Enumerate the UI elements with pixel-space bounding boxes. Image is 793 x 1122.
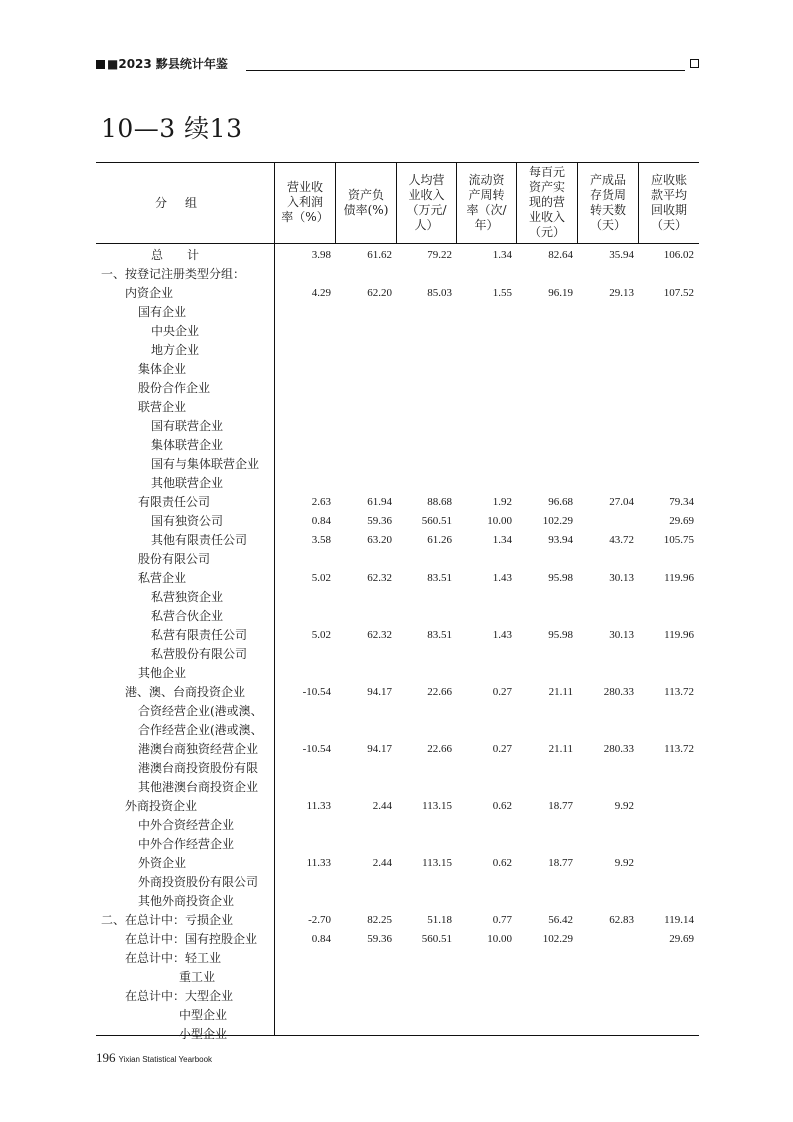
page-footer <box>96 1047 212 1066</box>
row-value: 82.64 <box>548 249 573 261</box>
row-value: 1.43 <box>492 629 512 641</box>
row-label: 私营独资企业 <box>151 590 224 604</box>
row-value: 21.11 <box>548 743 573 755</box>
row-value: 0.62 <box>492 800 512 812</box>
row-value: 560.51 <box>421 515 452 527</box>
table-row <box>96 341 699 360</box>
row-label: 私营有限责任公司 <box>151 628 248 642</box>
table-row <box>96 949 699 968</box>
row-value: 280.33 <box>603 686 634 698</box>
row-label: 国有独资公司 <box>151 514 224 528</box>
row-label: 外资企业 <box>138 856 187 870</box>
row-label: 有限责任公司 <box>138 495 211 509</box>
row-value: 280.33 <box>603 743 634 755</box>
header-square-icon <box>96 60 105 69</box>
table-row <box>96 550 699 569</box>
row-value: 82.25 <box>367 914 392 926</box>
row-label: 中型企业 <box>179 1008 228 1022</box>
table-row <box>96 436 699 455</box>
row-label: 集体企业 <box>138 362 187 376</box>
table-row <box>96 607 699 626</box>
row-value: 94.17 <box>367 743 392 755</box>
row-value: 59.36 <box>367 933 392 945</box>
row-value: 83.51 <box>427 629 452 641</box>
row-value: 96.19 <box>548 287 573 299</box>
table-row <box>96 360 699 379</box>
row-value: 5.02 <box>311 572 331 584</box>
row-value: 0.84 <box>311 933 331 945</box>
row-value: 29.13 <box>609 287 634 299</box>
row-label: 总 计 <box>151 248 200 262</box>
row-label: 其他外商投资企业 <box>138 894 235 908</box>
row-label: 小型企业 <box>179 1027 228 1041</box>
row-label: 外商投资股份有限公司 <box>138 875 259 889</box>
table-row <box>96 797 699 816</box>
header-debt-ratio: 资产负 债率(%) <box>343 187 389 217</box>
header-title: ■2023 黟县统计年鉴 <box>107 57 228 71</box>
table-row <box>96 873 699 892</box>
table-row <box>96 512 699 531</box>
row-value: 0.62 <box>492 857 512 869</box>
table-row <box>96 1025 699 1044</box>
row-value: 3.58 <box>311 534 331 546</box>
row-value: 2.63 <box>311 496 331 508</box>
row-value: 95.98 <box>548 572 573 584</box>
row-value: 95.98 <box>548 629 573 641</box>
table-row <box>96 303 699 322</box>
table-row <box>96 987 699 1006</box>
header-revenue-per-100-assets: 每百元 资产实 现的营 业收入 （元） <box>528 165 565 239</box>
row-label: 其他联营企业 <box>151 476 224 490</box>
row-value: 27.04 <box>609 496 634 508</box>
row-value: 29.69 <box>669 933 694 945</box>
row-label: 一、按登记注册类型分组： <box>101 267 246 281</box>
row-label: 国有与集体联营企业 <box>151 457 260 471</box>
table-row <box>96 930 699 949</box>
row-label: 地方企业 <box>151 343 200 357</box>
row-value: 1.43 <box>492 572 512 584</box>
row-value: 107.52 <box>663 287 694 299</box>
row-label: 在总计中：大型企业 <box>125 989 234 1003</box>
row-value: 560.51 <box>421 933 452 945</box>
table-row <box>96 284 699 303</box>
page-number: 196 <box>96 1050 116 1065</box>
row-value: 94.17 <box>367 686 392 698</box>
row-value: 113.72 <box>664 743 694 755</box>
row-label: 合作经营企业(港或澳、 <box>138 723 263 737</box>
row-value: 1.34 <box>492 249 512 261</box>
table-row <box>96 588 699 607</box>
row-label: 国有联营企业 <box>151 419 224 433</box>
row-value: 9.92 <box>614 857 634 869</box>
table-row <box>96 835 699 854</box>
table-row <box>96 968 699 987</box>
row-value: 119.96 <box>664 629 694 641</box>
row-value: 18.77 <box>548 857 573 869</box>
row-value: 0.27 <box>492 686 512 698</box>
header-box-icon <box>690 59 699 68</box>
row-value: 79.34 <box>669 496 694 508</box>
running-header <box>96 57 699 73</box>
table-header-rule <box>96 243 699 244</box>
row-value: -10.54 <box>302 743 331 755</box>
table-row <box>96 683 699 702</box>
row-value: 96.68 <box>548 496 573 508</box>
table-row <box>96 493 699 512</box>
row-value: 61.94 <box>367 496 392 508</box>
row-value: 4.29 <box>311 287 331 299</box>
table-row <box>96 645 699 664</box>
table-row <box>96 474 699 493</box>
row-value: 35.94 <box>609 249 634 261</box>
row-label: 私营股份有限公司 <box>151 647 248 661</box>
row-value: -10.54 <box>302 686 331 698</box>
row-value: 0.77 <box>492 914 512 926</box>
row-value: 63.20 <box>367 534 392 546</box>
row-label: 中外合资经营企业 <box>138 818 235 832</box>
row-value: 10.00 <box>487 515 512 527</box>
row-value: 61.62 <box>367 249 392 261</box>
row-value: 22.66 <box>427 686 452 698</box>
row-label: 内资企业 <box>125 286 174 300</box>
publication-name: Yixian Statistical Yearbook <box>118 1055 213 1064</box>
table-row <box>96 322 699 341</box>
table-row <box>96 417 699 436</box>
row-value: 61.26 <box>427 534 452 546</box>
row-value: 62.32 <box>367 572 392 584</box>
row-label: 中央企业 <box>151 324 200 338</box>
row-value: 30.13 <box>609 572 634 584</box>
table-row <box>96 246 699 265</box>
table-row <box>96 816 699 835</box>
row-label: 港、澳、台商投资企业 <box>125 685 246 699</box>
row-value: 59.36 <box>367 515 392 527</box>
row-value: 93.94 <box>548 534 573 546</box>
header-inventory-turnover-days: 产成品 存货周 转天数 （天） <box>589 172 626 232</box>
row-value: 79.22 <box>427 249 452 261</box>
table-row <box>96 398 699 417</box>
row-label: 股份有限公司 <box>138 552 211 566</box>
table-row <box>96 740 699 759</box>
row-value: 0.27 <box>492 743 512 755</box>
row-value: 102.29 <box>542 515 573 527</box>
row-label: 联营企业 <box>138 400 187 414</box>
row-value: 88.68 <box>427 496 452 508</box>
row-value: 21.11 <box>548 686 573 698</box>
row-label: 其他有限责任公司 <box>151 533 248 547</box>
row-label: 其他港澳台商投资企业 <box>138 780 259 794</box>
row-label: 港澳台商投资股份有限 <box>138 761 259 775</box>
row-value: 51.18 <box>427 914 452 926</box>
row-value: 1.92 <box>492 496 512 508</box>
table-row <box>96 664 699 683</box>
table-row <box>96 778 699 797</box>
row-label: 股份合作企业 <box>138 381 211 395</box>
row-value: 5.02 <box>311 629 331 641</box>
row-label: 其他企业 <box>138 666 187 680</box>
row-label: 私营企业 <box>138 571 187 585</box>
row-value: 11.33 <box>306 857 331 869</box>
table-row <box>96 626 699 645</box>
statistics-table <box>96 162 699 1041</box>
row-value: 62.83 <box>609 914 634 926</box>
row-value: 22.66 <box>427 743 452 755</box>
table-row <box>96 759 699 778</box>
table-row <box>96 531 699 550</box>
table-row <box>96 455 699 474</box>
row-value: 83.51 <box>427 572 452 584</box>
table-row <box>96 569 699 588</box>
header-revenue-per-capita: 人均营 业收入 （万元/ 人） <box>406 172 447 232</box>
row-label: 外商投资企业 <box>125 799 198 813</box>
table-row <box>96 265 699 284</box>
row-value: 62.20 <box>367 287 392 299</box>
header-current-asset-turnover: 流动资 产周转 率（次/ 年） <box>466 172 507 232</box>
table-row <box>96 911 699 930</box>
header-rule <box>246 70 685 71</box>
row-value: 2.44 <box>372 800 392 812</box>
row-value: 3.98 <box>311 249 331 261</box>
row-label: 在总计中：国有控股企业 <box>125 932 258 946</box>
row-value: 0.84 <box>311 515 331 527</box>
table-row <box>96 854 699 873</box>
row-value: 56.42 <box>548 914 573 926</box>
group-column-header: 分组 <box>154 196 215 210</box>
table-body <box>96 246 699 1044</box>
header-profit-margin: 营业收 入利润 率（%） <box>281 180 329 224</box>
table-row <box>96 892 699 911</box>
row-value: 106.02 <box>663 249 694 261</box>
row-value: -2.70 <box>308 914 331 926</box>
row-value: 85.03 <box>427 287 452 299</box>
row-value: 113.72 <box>664 686 694 698</box>
row-label: 港澳台商独资经营企业 <box>138 742 259 756</box>
row-value: 1.55 <box>492 287 512 299</box>
row-value: 2.44 <box>372 857 392 869</box>
row-value: 29.69 <box>669 515 694 527</box>
row-value: 10.00 <box>487 933 512 945</box>
row-value: 119.14 <box>664 914 694 926</box>
row-value: 9.92 <box>614 800 634 812</box>
table-row <box>96 702 699 721</box>
row-label: 国有企业 <box>138 305 187 319</box>
table-row <box>96 1006 699 1025</box>
table-row <box>96 379 699 398</box>
row-label: 在总计中：轻工业 <box>125 951 222 965</box>
row-value: 119.96 <box>664 572 694 584</box>
row-label: 合资经营企业(港或澳、 <box>138 704 263 718</box>
row-label: 中外合作经营企业 <box>138 837 235 851</box>
row-label: 集体联营企业 <box>151 438 224 452</box>
header-receivables-period: 应收账 款平均 回收期 （天） <box>650 172 687 232</box>
row-value: 105.75 <box>663 534 694 546</box>
row-value: 1.34 <box>492 534 512 546</box>
row-value: 11.33 <box>306 800 331 812</box>
row-label: 重工业 <box>179 970 216 984</box>
row-value: 30.13 <box>609 629 634 641</box>
row-value: 62.32 <box>367 629 392 641</box>
row-value: 18.77 <box>548 800 573 812</box>
row-value: 102.29 <box>542 933 573 945</box>
row-label: 二、在总计中：亏损企业 <box>101 913 234 927</box>
table-row <box>96 721 699 740</box>
table-title: 10—3 续13 <box>101 114 243 143</box>
row-value: 43.72 <box>609 534 634 546</box>
row-value: 113.15 <box>422 857 452 869</box>
row-label: 私营合伙企业 <box>151 609 224 623</box>
row-value: 113.15 <box>422 800 452 812</box>
